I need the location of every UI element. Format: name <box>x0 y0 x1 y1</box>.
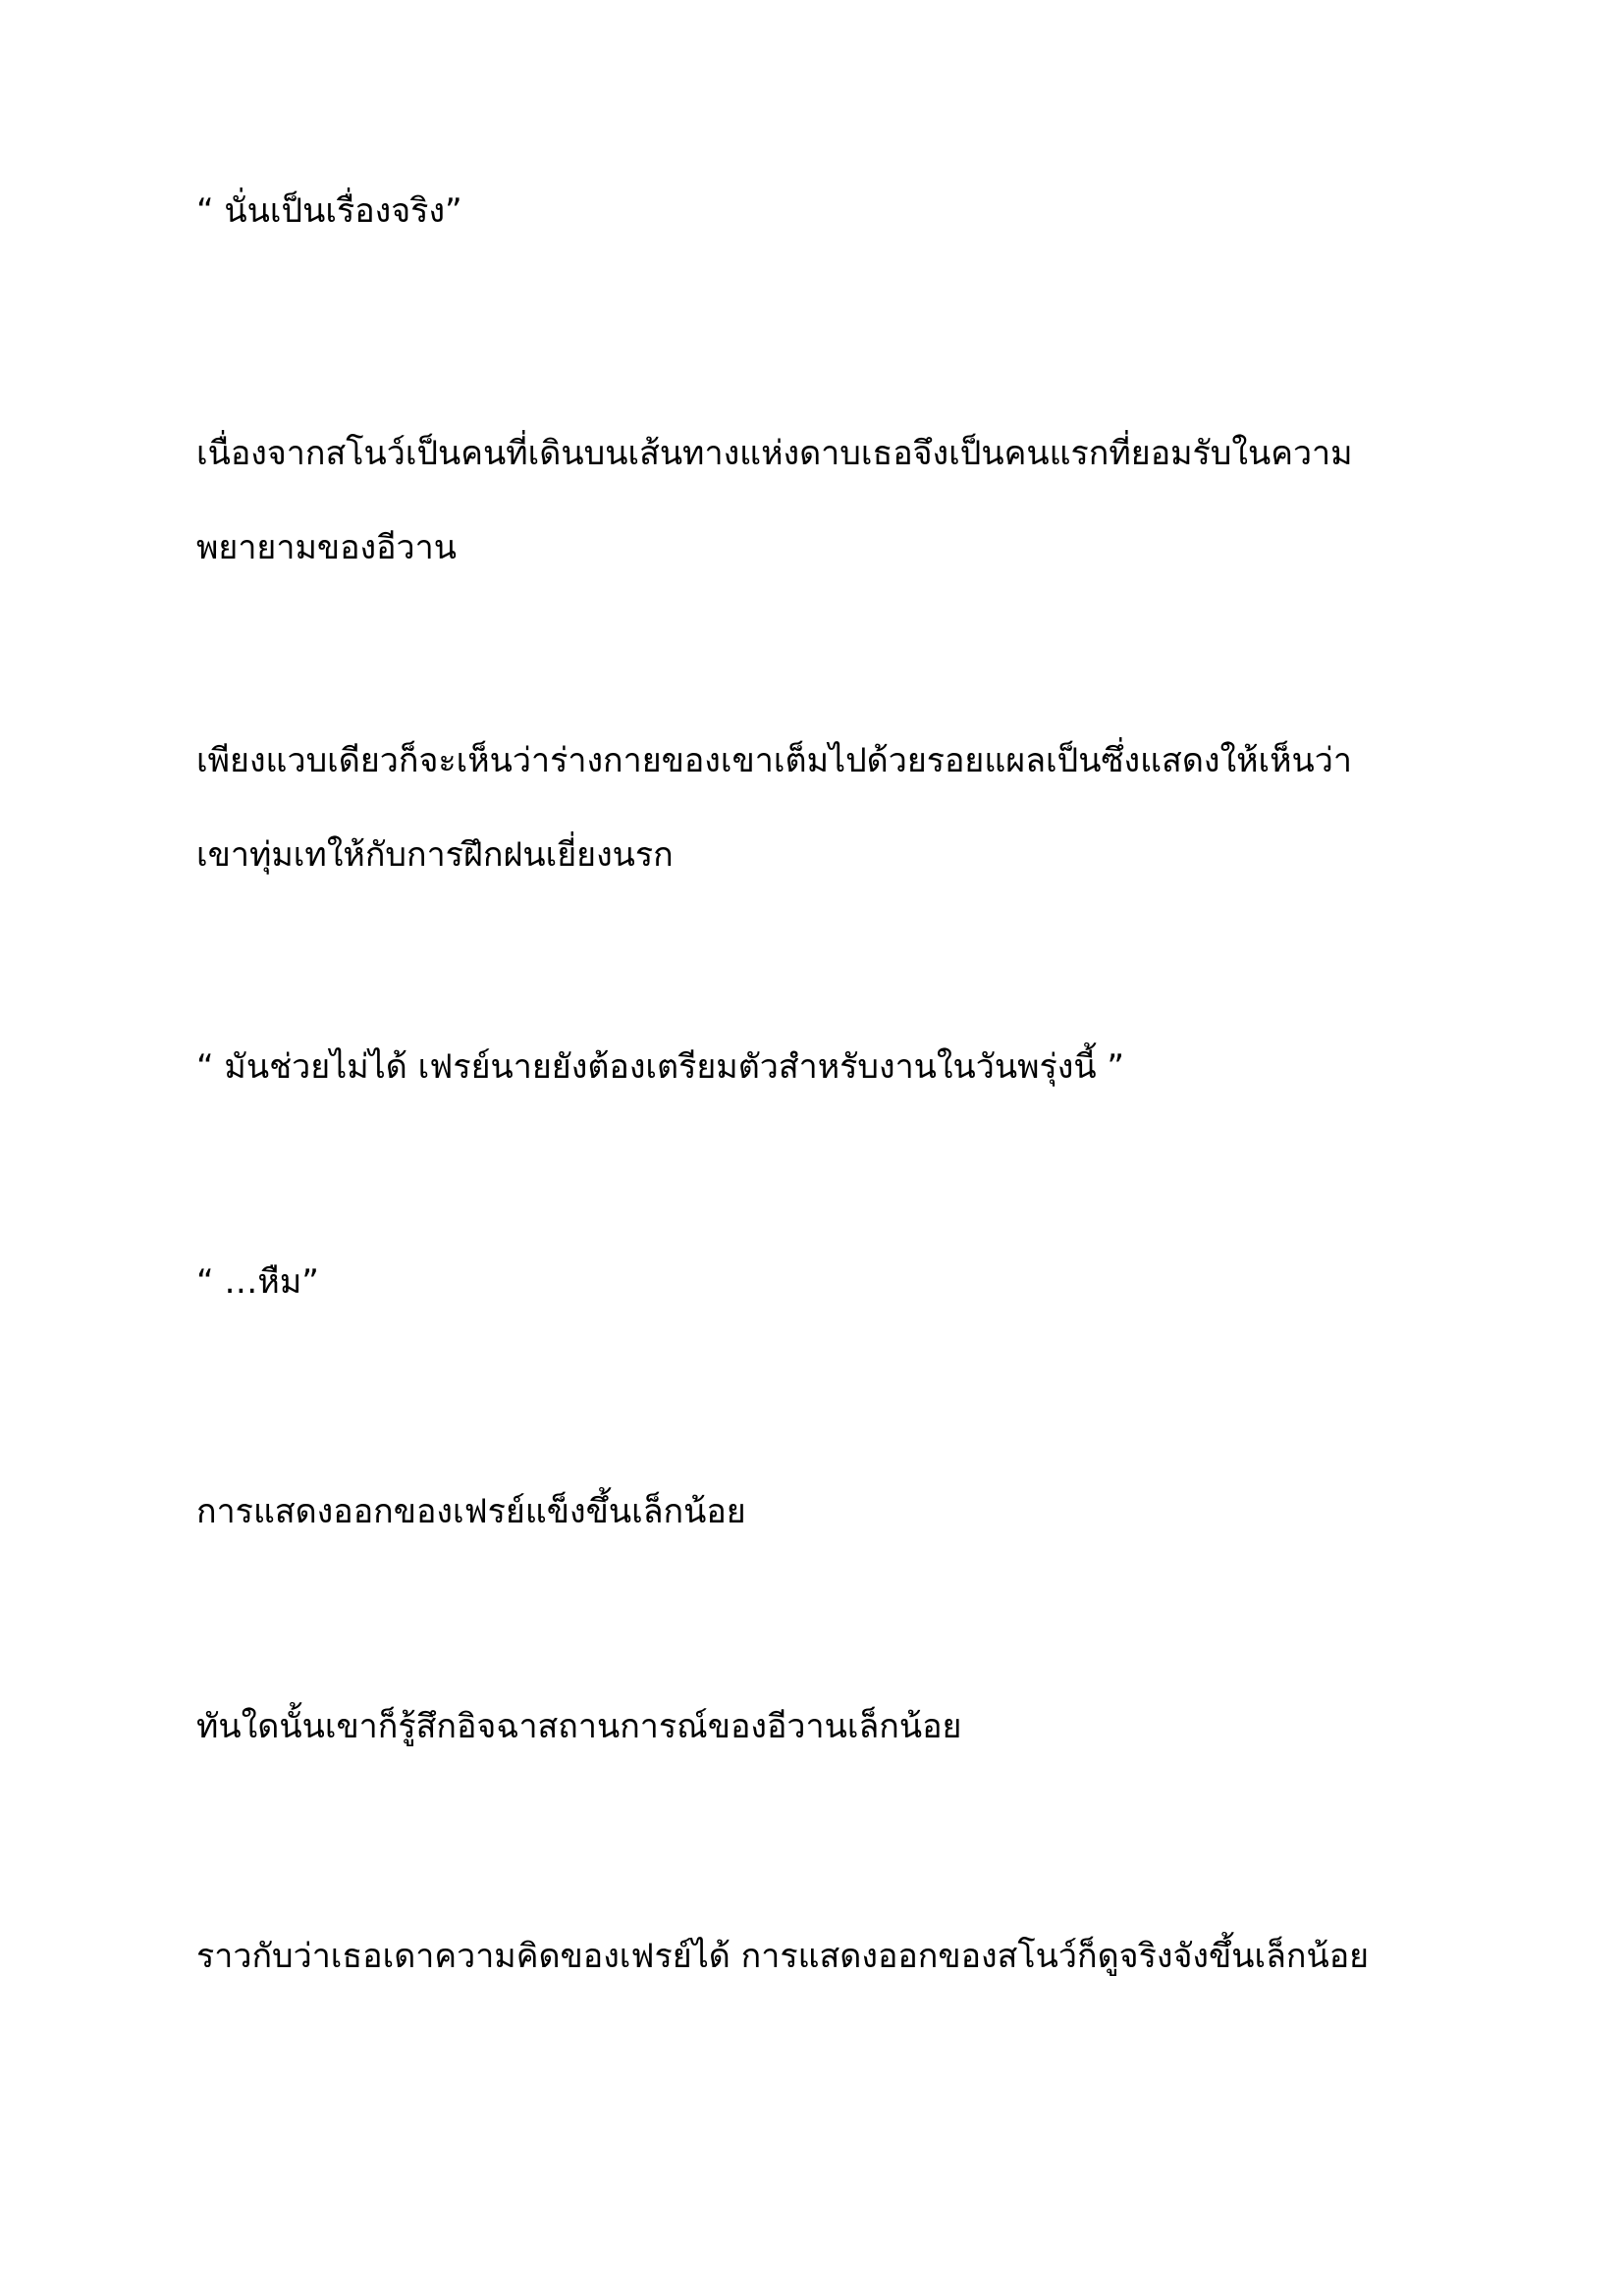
paragraph-5 <box>196 1235 1434 1329</box>
paragraph-4-line-1: “ มันช่วยไม่ได้ เฟรย์นายยังต้องเตรียมตัวสำหรับงานในวันพรุ่งนี้ ” <box>196 1047 1125 1087</box>
paragraph-7-line-1: ทันใดนั้นเขาก็รู้สึกอิจฉาสถานการณ์ของอีวานเล็กน้อย <box>196 1707 962 1746</box>
paragraph-6-line-1: การแสดงออกของเฟรย์แข็งขึ้นเล็กน้อย <box>196 1492 746 1531</box>
paragraph-8 <box>196 1909 1434 2003</box>
paragraph-3-line-1: เพียงแวบเดียวก็จะเห็นว่าร่างกายของเขาเต็มไปด้วยรอยแผลเป็นซึ่งแสดงให้เห็นว่า <box>196 741 1352 780</box>
paragraph-1 <box>196 164 1434 258</box>
paragraph-6 <box>196 1465 1434 1559</box>
paragraph-4 <box>196 1020 1434 1114</box>
paragraph-3 <box>196 714 1434 902</box>
paragraph-2 <box>196 406 1434 595</box>
paragraph-3-line-2: เขาทุ่มเทให้กับการฝึกฝนเยี่ยงนรก <box>196 835 674 875</box>
paragraph-1-line-1: “ นั่นเป็นเรื่องจริง” <box>196 191 462 231</box>
paragraph-7 <box>196 1680 1434 1774</box>
paragraph-5-line-1: “ …หืม” <box>196 1262 319 1302</box>
paragraph-2-line-1: เนื่องจากสโนว์เป็นคนที่เดินบนเส้นทางแห่งดาบเธอจึงเป็นคนแรกที่ยอมรับในความ <box>196 434 1353 473</box>
paragraph-2-line-2: พยายามของอีวาน <box>196 528 457 567</box>
paragraph-8-line-1: ราวกับว่าเธอเดาความคิดของเฟรย์ได้ การแสดงออกของสโนว์ก็ดูจริงจังขึ้นเล็กน้อย <box>196 1937 1370 1976</box>
